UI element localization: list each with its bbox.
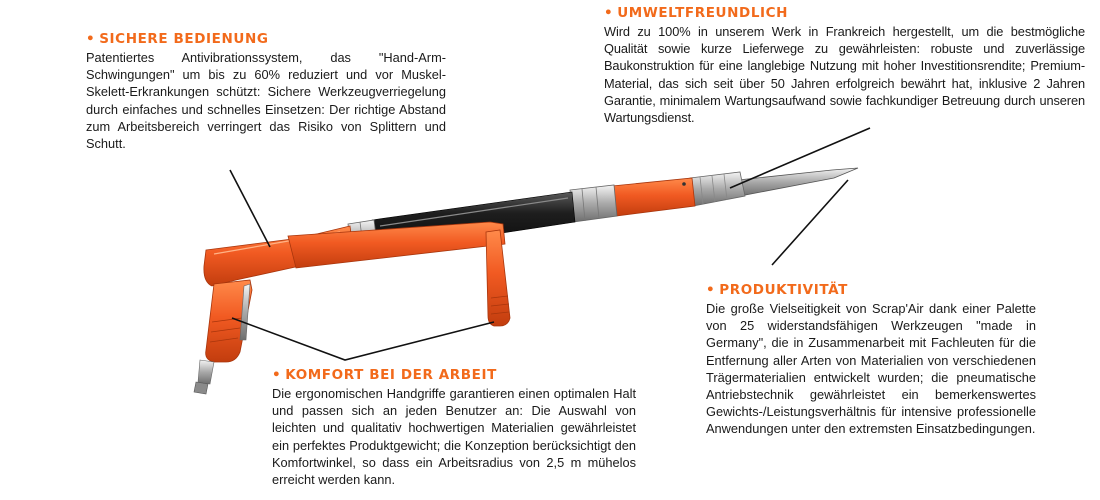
callout-line-produkt — [772, 180, 848, 265]
bullet-icon: • — [86, 31, 96, 47]
section-title-produkt: PRODUKTIVITÄT — [719, 282, 848, 298]
section-sichere-bedienung — [86, 31, 446, 152]
section-text-komfort: Die ergonomischen Handgriffe garantieren einen optimalen Halt und passen sich an jeden Benutzer an: Die Auswahl von leichten und qualitativ hochwertigen Materialien gewährleistet ein perfektes Produktgewicht; die Konzeption berücksichtigt den Komfortwinkel, so dass ein Arbeitsradius von 2,5 m mühelos erreicht werden kann. — [272, 386, 636, 488]
callout-line-sicher — [230, 170, 270, 247]
section-heading-komfort — [272, 367, 636, 383]
section-title-umwelt: UMWELTFREUNDLICH — [617, 5, 789, 21]
front-handle — [288, 222, 510, 326]
tool-head — [690, 172, 745, 206]
section-title-komfort: KOMFORT BEI DER ARBEIT — [285, 367, 497, 383]
section-komfort — [272, 367, 636, 488]
section-heading-sicher — [86, 31, 446, 47]
section-title-sicher: SICHERE BEDIENUNG — [99, 31, 269, 47]
callout-line-komfort — [232, 318, 494, 360]
tool-front-body — [612, 178, 695, 216]
section-produktivitaet — [706, 282, 1036, 438]
bullet-icon: • — [604, 5, 614, 21]
section-text-sicher: Patentiertes Antivibrationssystem, das "Hand-Arm-Schwingungen" um bis zu 60% reduziert und vor Muskel-Skelett-Erkrankungen schützt: Sichere Werkzeugverriegelung durch einfaches und schnelles Einsetzen: Der richtige Abstand zum Arbeitsbereich verringert das Risiko von Splittern und Schutt. — [86, 50, 446, 152]
section-text-produkt: Die große Vielseitigkeit von Scrap'Air dank einer Palette von 25 widerstandsfähigen Werkzeugen "made in Germany", die in Zusammenarbeit mit Fachleuten für die Entfernung aller Arten von Materialien von verschiedenen Trägermaterialien entwickelt wurden; die pneumatische Antriebstechnik gewährleistet ein bemerkenswertes Gewichts-/Leistungsverhältnis für intensive professionelle Anwendungen unter den extremsten Einsatzbedingungen. — [706, 301, 1036, 437]
section-text-umwelt: Wird zu 100% in unserem Werk in Frankreich hergestellt, um die bestmögliche Qualität sowie kurze Lieferwege zu gewährleisten: robuste und zuverlässige Baukonstruktion für eine langlebige Nutzung mit hoher Investitionsrendite; Premium-Material, das sich seit über 50 Jahren erfolgreich bewährt hat, inklusive 2 Jahren Garantie, minimalem Wartungsaufwand sowie fachkundiger Betreuung durch unseren Wartungsdienst. — [604, 24, 1085, 126]
section-heading-umwelt — [604, 5, 1085, 21]
bullet-icon: • — [272, 367, 282, 383]
chisel-blade — [738, 168, 858, 196]
tool-coupler — [570, 185, 617, 222]
bullet-icon: • — [706, 282, 716, 298]
rear-handle — [194, 280, 252, 394]
section-heading-produkt — [706, 282, 1036, 298]
section-umweltfreundlich — [604, 5, 1085, 126]
